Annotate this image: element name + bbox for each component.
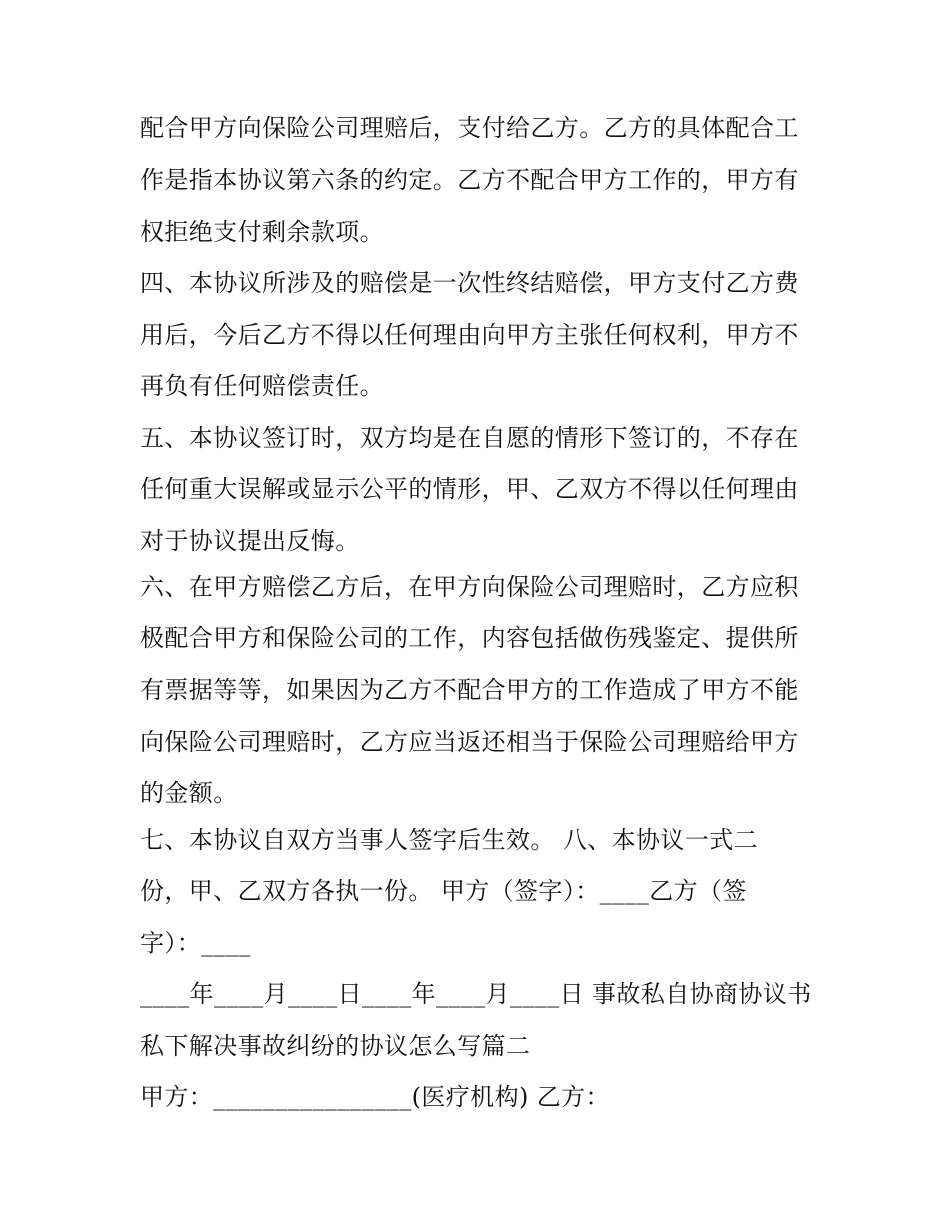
text-line: 六、在甲方赔偿乙方后，在甲方向保险公司理赔时，乙方应积 xyxy=(140,573,799,601)
text-line: 有票据等等，如果因为乙方不配合甲方的工作造成了甲方不能 xyxy=(140,676,799,704)
text-line: 极配合甲方和保险公司的工作，内容包括做伤残鉴定、提供所 xyxy=(140,624,799,652)
text-line: 用后，今后乙方不得以任何理由向甲方主张任何权利，甲方不 xyxy=(140,321,799,349)
text-line: 对于协议提出反悔。 xyxy=(140,527,360,555)
text-line: 权拒绝支付剩余款项。 xyxy=(140,218,384,246)
text-line: 四、本协议所涉及的赔偿是一次性终结赔偿，甲方支付乙方费 xyxy=(140,269,799,297)
text-line: 配合甲方向保险公司理赔后，支付给乙方。乙方的具体配合工 xyxy=(140,114,799,142)
text-line: 再负有任何赔偿责任。 xyxy=(140,372,384,400)
text-line: 向保险公司理赔时，乙方应当返还相当于保险公司理赔给甲方 xyxy=(140,728,799,756)
text-line: 私下解决事故纠纷的协议怎么写篇二 xyxy=(140,1032,531,1060)
text-line: 作是指本协议第六条的约定。乙方不配合甲方工作的，甲方有 xyxy=(140,166,799,194)
text-line: 五、本协议签订时，双方均是在自愿的情形下签订的，不存在 xyxy=(140,424,799,452)
text-line: 的金额。 xyxy=(140,779,238,807)
text-line: 七、本协议自双方当事人签字后生效。 八、本协议一式二 xyxy=(140,826,759,854)
text-line: 字）：____ xyxy=(140,929,251,957)
text-line: ____年____月____日____年____月____日 事故私自协商协议书 xyxy=(140,980,812,1008)
text-line: 甲方：________________(医疗机构) 乙方： xyxy=(140,1083,610,1111)
text-line: 任何重大误解或显示公平的情形，甲、乙双方不得以任何理由 xyxy=(140,475,799,503)
text-line: 份，甲、乙双方各执一份。 甲方（签字）：____乙方（签 xyxy=(140,877,747,905)
